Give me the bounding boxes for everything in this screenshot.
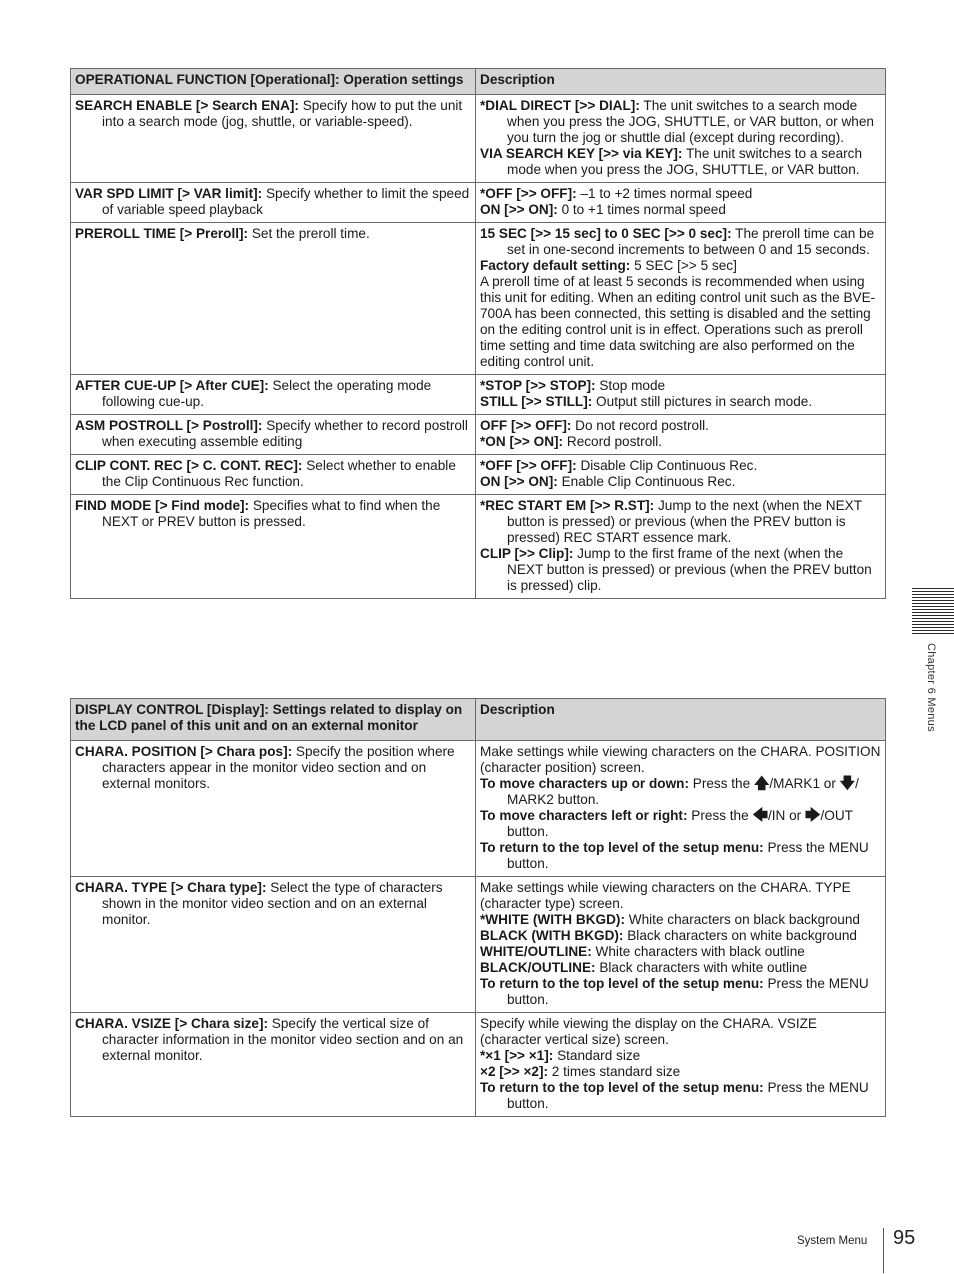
setting-label: CLIP CONT. REC [> C. CONT. REC]: [75, 458, 303, 473]
option-text: Black characters on white background [623, 928, 857, 943]
setting-cell [71, 415, 476, 455]
table-header-description: Description [476, 699, 886, 741]
move-left-right-instruction [480, 808, 881, 840]
option-item [480, 418, 881, 434]
description-cell [476, 877, 886, 1013]
option-text: Stop mode [595, 378, 666, 393]
chapter-tab-marker [912, 588, 954, 634]
option-label: BLACK (WITH BKGD): [480, 928, 624, 943]
option-item [480, 960, 881, 976]
instruction-label: To return to the top level of the setup menu: [480, 976, 764, 991]
option-label: ON [>> ON]: [480, 474, 558, 489]
option-item [480, 944, 881, 960]
setting-label: ASM POSTROLL [> Postroll]: [75, 418, 263, 433]
option-item [480, 474, 881, 490]
setting-cell [71, 223, 476, 375]
instruction-label: To move characters left or right: [480, 808, 688, 823]
option-item [480, 912, 881, 928]
option-item [480, 378, 881, 394]
setting-name [75, 1016, 471, 1064]
description-cell [476, 455, 886, 495]
option-text: White characters on black background [624, 912, 860, 927]
option-text: Output still pictures in search mode. [592, 394, 813, 409]
setting-label: PREROLL TIME [> Preroll]: [75, 226, 249, 241]
arrow-down-icon: 🡇 [839, 775, 856, 792]
table-row [71, 95, 886, 183]
instruction-text: /IN or [767, 808, 805, 823]
instruction-text: Press the MENU button. [507, 840, 869, 871]
table-header-row [71, 699, 886, 741]
instruction-label: To return to the top level of the setup menu: [480, 840, 764, 855]
table-row [71, 877, 886, 1013]
setting-name [75, 498, 471, 530]
option-item [480, 458, 881, 474]
option-label: *OFF [>> OFF]: [480, 458, 577, 473]
setting-cell [71, 1013, 476, 1117]
table-row [71, 1013, 886, 1117]
chapter-label: Chapter 6 Menus [925, 643, 937, 732]
footer-divider [883, 1228, 884, 1273]
option-label: WHITE/OUTLINE: [480, 944, 592, 959]
setting-cell [71, 877, 476, 1013]
option-label: BLACK/OUTLINE: [480, 960, 596, 975]
description-intro: Make settings while viewing characters on the CHARA. POSITION (character position) screen. [480, 744, 881, 775]
display-control-table [70, 698, 886, 1117]
option-label: *REC START EM [>> R.ST]: [480, 498, 655, 513]
option-item [480, 226, 881, 258]
option-item [480, 98, 881, 146]
setting-label: FIND MODE [> Find mode]: [75, 498, 250, 513]
setting-label: AFTER CUE-UP [> After CUE]: [75, 378, 269, 393]
description-intro: Specify while viewing the display on the CHARA. VSIZE (character vertical size) screen. [480, 1016, 817, 1047]
setting-cell [71, 741, 476, 877]
setting-text: Select the type of characters shown in the monitor video section and on an external monitor. [102, 880, 443, 927]
option-label: VIA SEARCH KEY [>> via KEY]: [480, 146, 683, 161]
option-text: The unit switches to a search mode when you press the JOG, SHUTTLE, or VAR button. [507, 146, 863, 177]
option-text: 5 SEC [>> 5 sec] [630, 258, 737, 273]
setting-text: Specify the vertical size of character information in the monitor video section and on an external monitor. [102, 1016, 464, 1063]
option-text: 0 to +1 times normal speed [557, 202, 726, 217]
option-text: –1 to +2 times normal speed [576, 186, 753, 201]
option-item [480, 498, 881, 546]
option-item [480, 394, 881, 410]
setting-name [75, 418, 471, 450]
option-text: The preroll time can be set in one-second increments to between 0 and 15 seconds. [507, 226, 875, 257]
page-number: 95 [893, 1227, 916, 1249]
setting-label: VAR SPD LIMIT [> VAR limit]: [75, 186, 263, 201]
setting-text: Specifies what to find when the NEXT or PREV button is pressed. [102, 498, 441, 529]
return-instruction [480, 1080, 881, 1112]
setting-name [75, 226, 471, 242]
setting-cell [71, 95, 476, 183]
table-row [71, 223, 886, 375]
setting-name [75, 880, 471, 928]
description-intro: Make settings while viewing characters on the CHARA. TYPE (character type) screen. [480, 880, 851, 911]
option-text: Enable Clip Continuous Rec. [557, 474, 736, 489]
option-item [480, 434, 881, 450]
option-label: 15 SEC [>> 15 sec] to 0 SEC [>> 0 sec]: [480, 226, 732, 241]
table-row [71, 495, 886, 599]
option-label: *DIAL DIRECT [>> DIAL]: [480, 98, 640, 113]
instruction-text: Press the [687, 808, 753, 823]
setting-label: SEARCH ENABLE [> Search ENA]: [75, 98, 299, 113]
option-item [480, 546, 881, 594]
setting-name [75, 98, 471, 130]
return-instruction [480, 840, 881, 872]
instruction-text: /OUT button. [507, 808, 853, 839]
option-item [480, 146, 881, 178]
instruction-text: Press the MENU button. [507, 1080, 869, 1111]
arrow-left-icon: 🡄 [752, 807, 768, 824]
footer-section-title: System Menu [797, 1235, 868, 1247]
return-instruction [480, 976, 881, 1008]
table-row [71, 455, 886, 495]
option-item [480, 928, 881, 944]
arrow-up-icon: 🡅 [753, 775, 770, 792]
description-cell [476, 415, 886, 455]
option-label: *STOP [>> STOP]: [480, 378, 596, 393]
instruction-text: Press the MENU button. [507, 976, 869, 1007]
table-row [71, 375, 886, 415]
setting-text: Set the preroll time. [248, 226, 370, 241]
option-text: Disable Clip Continuous Rec. [576, 458, 758, 473]
move-up-down-instruction [480, 776, 881, 808]
option-label: *OFF [>> OFF]: [480, 186, 577, 201]
option-item [480, 202, 881, 218]
option-text: Jump to the next (when the NEXT button is pressed) or previous (when the PREV button is pressed) REC START essence mark. [507, 498, 862, 545]
setting-text: Specify whether to limit the speed of variable speed playback [102, 186, 470, 217]
setting-cell [71, 455, 476, 495]
arrow-right-icon: 🡆 [804, 807, 821, 824]
setting-name [75, 458, 471, 490]
description-cell [476, 495, 886, 599]
description-cell [476, 95, 886, 183]
description-cell [476, 741, 886, 877]
operational-function-table [70, 68, 886, 599]
setting-text: Specify how to put the unit into a search mode (jog, shuttle, or variable-speed). [102, 98, 463, 129]
table-header-setting: OPERATIONAL FUNCTION [Operational]: Operation settings [71, 69, 476, 95]
preroll-note: A preroll time of at least 5 seconds is recommended when using this unit for editing. When an editing control unit such as the BVE-700A has been connected, this setting is disabled and the setting on the editing control unit is in effect. Operations such as preroll time setting and time data switching are also performed on the editing control unit. [480, 274, 876, 369]
option-label: ON [>> ON]: [480, 202, 558, 217]
option-item [480, 1048, 881, 1064]
table-header-setting: DISPLAY CONTROL [Display]: Settings related to display on the LCD panel of this unit and on an external monitor [71, 699, 476, 741]
option-item [480, 1064, 881, 1080]
setting-cell [71, 495, 476, 599]
option-text: Do not record postroll. [571, 418, 709, 433]
description-cell [476, 183, 886, 223]
setting-cell [71, 183, 476, 223]
option-text: Black characters with white outline [595, 960, 808, 975]
setting-cell [71, 375, 476, 415]
option-text: Standard size [553, 1048, 641, 1063]
instruction-text: / MARK2 button. [507, 776, 859, 807]
setting-text: Select the operating mode following cue-up. [102, 378, 432, 409]
option-text: Jump to the first frame of the next (when the NEXT button is pressed) or previous (when the PREV button is pressed) clip. [507, 546, 872, 593]
description-cell [476, 1013, 886, 1117]
option-text: White characters with black outline [591, 944, 805, 959]
setting-label: CHARA. VSIZE [> Chara size]: [75, 1016, 268, 1031]
option-text: 2 times standard size [548, 1064, 681, 1079]
setting-text: Specify the position where characters appear in the monitor video section and on external monitors. [102, 744, 455, 791]
description-cell [476, 223, 886, 375]
table-row [71, 741, 886, 877]
setting-text: Specify whether to record postroll when executing assemble editing [102, 418, 468, 449]
setting-label: CHARA. TYPE [> Chara type]: [75, 880, 267, 895]
option-label: *×1 [>> ×1]: [480, 1048, 554, 1063]
table-row [71, 415, 886, 455]
instruction-label: To return to the top level of the setup menu: [480, 1080, 764, 1095]
option-label: Factory default setting: [480, 258, 631, 273]
instruction-label: To move characters up or down: [480, 776, 689, 791]
option-item [480, 186, 881, 202]
option-label: CLIP [>> Clip]: [480, 546, 574, 561]
setting-name [75, 378, 471, 410]
option-text: The unit switches to a search mode when you press the JOG, SHUTTLE, or VAR button, or when you turn the jog or shuttle dial (except during recording). [507, 98, 874, 145]
instruction-text: /MARK1 or [769, 776, 840, 791]
option-label: OFF [>> OFF]: [480, 418, 572, 433]
option-label: STILL [>> STILL]: [480, 394, 593, 409]
setting-label: CHARA. POSITION [> Chara pos]: [75, 744, 293, 759]
description-cell [476, 375, 886, 415]
instruction-text: Press the [688, 776, 754, 791]
table-row [71, 183, 886, 223]
option-item [480, 258, 881, 274]
option-label: *ON [>> ON]: [480, 434, 564, 449]
option-text: Record postroll. [563, 434, 663, 449]
table-header-row [71, 69, 886, 95]
setting-name [75, 744, 471, 792]
setting-name [75, 186, 471, 218]
option-label: ×2 [>> ×2]: [480, 1064, 549, 1079]
option-label: *WHITE (WITH BKGD): [480, 912, 625, 927]
table-header-description: Description [476, 69, 886, 95]
setting-text: Select whether to enable the Clip Continuous Rec function. [102, 458, 456, 489]
